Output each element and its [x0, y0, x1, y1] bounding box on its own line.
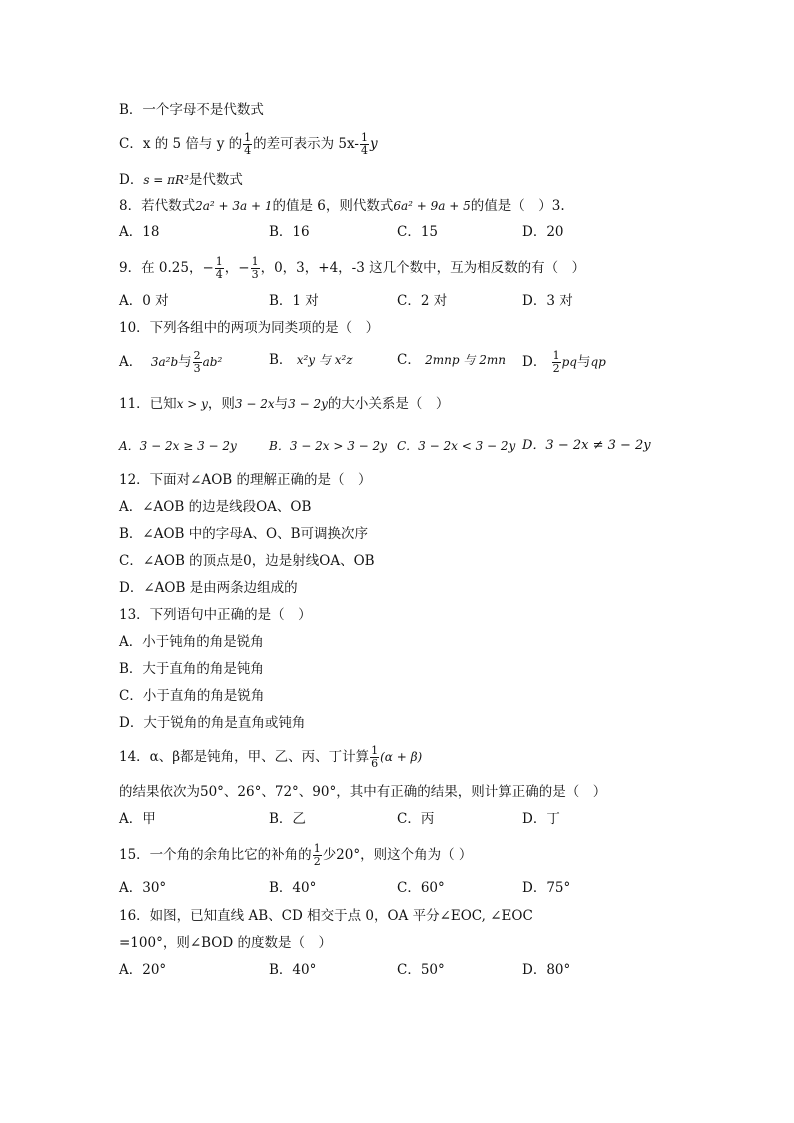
option-b-text: B．一个字母不是代数式	[119, 102, 264, 118]
q10-a-label: A．	[119, 354, 143, 370]
question-12-stem: 12．下面对∠AOB 的理解正确的是（ ）	[119, 472, 372, 488]
q13-option-d[interactable]: D．大于锐角的角是直角或钝角	[119, 715, 306, 731]
q16-option-c[interactable]: C．50°	[397, 962, 445, 978]
q9-option-d[interactable]: D．3 对	[522, 293, 573, 309]
q9-sep: ，−	[224, 260, 250, 276]
q10-d-join: 与	[577, 354, 591, 370]
q13-option-b[interactable]: B．大于直角的角是钝角	[119, 661, 264, 677]
q11-option-d[interactable]: D．3 − 2x ≠ 3 − 2y	[522, 438, 651, 453]
q8-option-c[interactable]: C．15	[397, 224, 439, 240]
q8-post: 的值是（ ）3.	[470, 198, 565, 214]
frac-den: 2	[552, 362, 560, 375]
q15-post: 少20°，则这个角为（ ）	[322, 847, 473, 863]
q11-e2: 3 − 2y	[288, 397, 328, 411]
frac-num: 1	[313, 842, 321, 855]
fraction-one-half-q15	[313, 843, 322, 868]
fraction-one-half	[552, 350, 561, 375]
q16-option-d[interactable]: D．80°	[522, 962, 571, 978]
question-16-line2: =100°，则∠BOD 的度数是（ ）	[119, 935, 332, 951]
q8-mid: 的值是 6，则代数式	[272, 198, 394, 214]
q12-option-d[interactable]: D．∠AOB 是由两条边组成的	[119, 580, 298, 596]
option-c-line	[119, 132, 378, 157]
q9-option-a[interactable]: A．0 对	[119, 293, 169, 309]
q13-option-a[interactable]: A．小于钝角的角是锐角	[119, 634, 264, 650]
option-c-pre: C．x 的 5 倍与 y 的	[119, 136, 243, 152]
frac-den: 3	[251, 268, 259, 281]
q11-option-a[interactable]: A．3 − 2x ≥ 3 − 2y	[119, 439, 237, 453]
frac-den: 6	[371, 757, 379, 770]
q10-a-expr1: 3a²b	[150, 355, 179, 369]
question-14-stem	[119, 745, 422, 770]
q15-option-a[interactable]: A．30°	[119, 880, 167, 896]
q14-expr: (α + β)	[380, 750, 423, 764]
fraction-one-sixth	[370, 745, 379, 770]
frac-num: 1	[371, 744, 379, 757]
q10-b-expr: x²y 与 x²z	[296, 353, 353, 367]
fraction-one-quarter-q9	[215, 256, 224, 281]
q10-c-label: C．	[397, 352, 421, 368]
q15-option-b[interactable]: B．40°	[269, 880, 317, 896]
frac-num: 1	[215, 255, 223, 268]
q8-option-d[interactable]: D．20	[522, 224, 564, 240]
q8-expr2: 6a² + 9a + 5	[393, 199, 471, 213]
fraction-one-quarter	[243, 132, 252, 157]
frac-den: 3	[193, 362, 201, 375]
q14-option-c[interactable]: C．丙	[397, 811, 435, 827]
q10-option-d[interactable]	[522, 350, 606, 375]
question-8-stem	[119, 196, 565, 216]
question-16-line1: 16．如图，已知直线 AB、CD 相交于点 0，OA 平分∠EOC, ∠EOC	[119, 908, 533, 924]
q12-option-b[interactable]: B．∠AOB 中的字母A、O、B可调换次序	[119, 526, 368, 542]
q16-option-a[interactable]: A．20°	[119, 962, 167, 978]
question-15-stem	[119, 843, 472, 868]
frac-num: 2	[193, 349, 201, 362]
question-10-stem: 10．下列各组中的两项为同类项的是（ ）	[119, 320, 380, 336]
frac-num: 1	[552, 349, 560, 362]
q10-a-expr2: ab²	[202, 355, 223, 369]
q10-c-expr: 2mnp 与 2mn	[425, 353, 506, 367]
question-14-line2: 的结果依次为50°、26°、72°、90°，其中有正确的结果，则计算正确的是（ ）	[119, 784, 607, 800]
q15-option-c[interactable]: C．60°	[397, 880, 445, 896]
q11-join: 与	[274, 396, 289, 412]
fraction-one-quarter-2	[360, 132, 369, 157]
fraction-one-third-q9	[251, 256, 260, 281]
q9-post: ，0，3，+4，-3 这几个数中，互为相反数的有（ ）	[260, 260, 586, 276]
option-c-mid: 的差可表示为 5x-	[253, 136, 359, 152]
frac-den: 2	[313, 855, 321, 868]
q10-d-expr2: qp	[590, 355, 606, 369]
q8-expr1: 2a² + 3a + 1	[195, 199, 273, 213]
q11-option-c[interactable]: C．3 − 2x < 3 − 2y	[397, 439, 516, 453]
q10-a-join: 与	[178, 354, 192, 370]
fraction-two-thirds	[193, 350, 202, 375]
q10-d-expr1: pq	[561, 355, 577, 369]
frac-den: 4	[244, 144, 252, 157]
q16-option-b[interactable]: B．40°	[269, 962, 317, 978]
q15-pre: 15．一个角的余角比它的补角的	[119, 847, 312, 863]
q15-option-d[interactable]: D．75°	[522, 880, 571, 896]
frac-num: 1	[251, 255, 259, 268]
q14-option-a[interactable]: A．甲	[119, 811, 156, 827]
frac-num: 1	[360, 131, 368, 144]
question-9-stem	[119, 256, 585, 281]
option-d-line	[119, 170, 243, 190]
frac-den: 4	[215, 268, 223, 281]
q9-option-b[interactable]: B．1 对	[269, 293, 319, 309]
q11-post: 的大小关系是（ ）	[327, 396, 450, 412]
question-11-stem	[119, 394, 449, 414]
option-d-formula: s = πR²	[143, 173, 189, 187]
q10-option-b[interactable]	[269, 350, 353, 370]
q11-option-b[interactable]: B．3 − 2x > 3 − 2y	[269, 439, 387, 453]
q8-option-a[interactable]: A．18	[119, 224, 160, 240]
frac-den: 4	[360, 144, 368, 157]
q8-pre: 8．若代数式	[119, 198, 196, 214]
q13-option-c[interactable]: C．小于直角的角是锐角	[119, 688, 265, 704]
frac-num: 1	[244, 131, 252, 144]
q14-option-d[interactable]: D．丁	[522, 811, 560, 827]
option-c-var: y	[369, 136, 378, 152]
q14-pre: 14．α、β都是钝角，甲、乙、丙、丁计算	[119, 749, 370, 765]
q11-mid: ，则	[207, 396, 235, 412]
q10-option-a[interactable]	[119, 350, 222, 375]
q10-option-c[interactable]	[397, 350, 506, 370]
q11-pre: 11．已知	[119, 396, 177, 412]
q12-option-a[interactable]: A．∠AOB 的边是线段OA、OB	[119, 499, 312, 515]
q14-option-b[interactable]: B．乙	[269, 811, 306, 827]
q12-option-c[interactable]: C．∠AOB 的顶点是0，边是射线OA、OB	[119, 553, 375, 569]
q11-e1: 3 − 2x	[234, 397, 275, 411]
q8-option-b[interactable]: B．16	[269, 224, 310, 240]
q9-pre: 9．在 0.25，−	[119, 260, 214, 276]
q9-option-c[interactable]: C．2 对	[397, 293, 448, 309]
option-d-post: 是代数式	[188, 172, 243, 188]
q11-cond: x > y	[176, 397, 208, 411]
question-13-stem: 13．下列语句中正确的是（ ）	[119, 607, 312, 623]
option-d-label: D．	[119, 172, 144, 188]
q10-d-label: D．	[522, 354, 547, 370]
q10-b-label: B．	[269, 352, 293, 368]
